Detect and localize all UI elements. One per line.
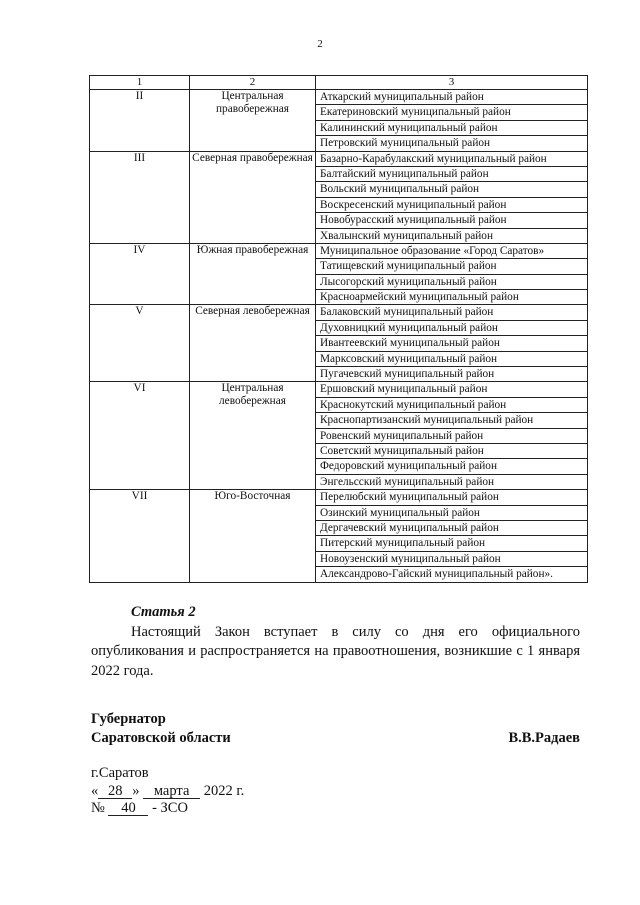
district-item: Ровенский муниципальный район <box>316 428 587 443</box>
signatory-title-line2: Саратовской области <box>91 730 231 746</box>
date-quote-close: » <box>132 782 140 799</box>
district-item: Перелюбский муниципальный район <box>320 491 499 504</box>
district-item: Александрово-Гайский муниципальный район». <box>316 566 587 581</box>
district-item: Энгельсский муниципальный район <box>316 474 587 489</box>
district-cell <box>316 382 588 490</box>
table-row <box>90 151 588 243</box>
regions-table <box>89 75 588 583</box>
table-row <box>90 490 588 582</box>
district-cell <box>316 243 588 305</box>
district-cell <box>316 305 588 382</box>
table-row <box>90 382 588 490</box>
zone-number: III <box>90 151 190 243</box>
signatory-name: В.В.Радаев <box>508 730 580 746</box>
zone-number: VI <box>90 382 190 490</box>
article-text: Настоящий Закон вступает в силу со дня его официального опубликования и распространяется на правоотношения, возникшие с 1 января 2022 года. <box>91 623 580 679</box>
district-item: Ивантеевский муниципальный район <box>316 335 587 350</box>
district-item: Балаковский муниципальный район <box>320 306 494 319</box>
zone-number: IV <box>90 243 190 305</box>
article-title: Статья 2 <box>131 604 196 620</box>
zone-number: VII <box>90 490 190 582</box>
zone-name: Северная левобережная <box>190 305 316 382</box>
article-2 <box>91 603 580 681</box>
district-item: Питерский муниципальный район <box>316 535 587 550</box>
number-value: 40 <box>108 801 148 816</box>
document-footer <box>91 765 244 818</box>
header-col-3: 3 <box>316 76 588 90</box>
district-item: Татищевский муниципальный район <box>316 258 587 273</box>
district-list <box>316 305 587 381</box>
table-header-row <box>90 76 588 90</box>
district-item: Краснопартизанский муниципальный район <box>316 412 587 427</box>
district-item: Петровский муниципальный район <box>316 135 587 150</box>
district-item: Воскресенский муниципальный район <box>316 197 587 212</box>
header-col-2: 2 <box>190 76 316 90</box>
date-year: 2022 г. <box>203 782 245 799</box>
district-item: Новобурасский муниципальный район <box>316 212 587 227</box>
zone-name: Центральная правобережная <box>190 90 316 152</box>
district-item: Федоровский муниципальный район <box>316 458 587 473</box>
table-row <box>90 305 588 382</box>
district-cell <box>316 490 588 582</box>
table-row <box>90 90 588 152</box>
date-quote-open: « <box>91 782 99 799</box>
district-list <box>316 244 587 305</box>
district-item: Екатериновский муниципальный район <box>316 104 587 119</box>
number-prefix: № <box>91 800 105 816</box>
district-item: Озинский муниципальный район <box>316 505 587 520</box>
table-body <box>90 90 588 583</box>
district-item: Красноармейский муниципальный район <box>316 289 587 304</box>
city-line: г.Саратов <box>91 765 149 781</box>
district-item: Калининский муниципальный район <box>316 120 587 135</box>
district-item: Муниципальное образование «Город Саратов» <box>320 244 545 257</box>
zone-name: Южная правобережная <box>190 243 316 305</box>
district-item: Вольский муниципальный район <box>316 181 587 196</box>
page-number: 2 <box>317 38 323 50</box>
district-item: Ершовский муниципальный район <box>320 383 488 396</box>
date-month: марта <box>143 784 200 799</box>
district-item: Балтайский муниципальный район <box>316 166 587 181</box>
district-list <box>316 490 587 581</box>
signatory-title-line1: Губернатор <box>91 711 166 727</box>
signature-block <box>91 710 580 748</box>
district-item: Аткарский муниципальный район <box>320 91 484 103</box>
district-item: Духовницкий муниципальный район <box>316 320 587 335</box>
district-cell <box>316 151 588 243</box>
district-list <box>316 382 587 489</box>
district-list <box>316 90 587 151</box>
district-item: Новоузенский муниципальный район <box>316 551 587 566</box>
district-item: Лысогорский муниципальный район <box>316 274 587 289</box>
number-line <box>91 800 244 818</box>
district-item: Пугачевский муниципальный район <box>316 366 587 381</box>
district-item: Базарно-Карабулакский муниципальный район <box>320 152 547 165</box>
district-cell <box>316 90 588 152</box>
district-item: Дергачевский муниципальный район <box>316 520 587 535</box>
zone-number: V <box>90 305 190 382</box>
district-item: Советский муниципальный район <box>316 443 587 458</box>
date-line <box>91 783 244 801</box>
table-row <box>90 243 588 305</box>
district-item: Хвалынский муниципальный район <box>316 228 587 243</box>
zone-number: II <box>90 90 190 152</box>
district-item: Марксовский муниципальный район <box>316 351 587 366</box>
zone-name: Северная правобережная <box>190 151 316 243</box>
district-item: Краснокутский муниципальный район <box>316 397 587 412</box>
date-day: 28 <box>98 784 132 799</box>
zone-name: Центральная левобережная <box>190 382 316 490</box>
header-col-1: 1 <box>90 76 190 90</box>
district-list <box>316 152 587 243</box>
number-suffix: - ЗСО <box>152 800 188 816</box>
zone-name: Юго-Восточная <box>190 490 316 582</box>
